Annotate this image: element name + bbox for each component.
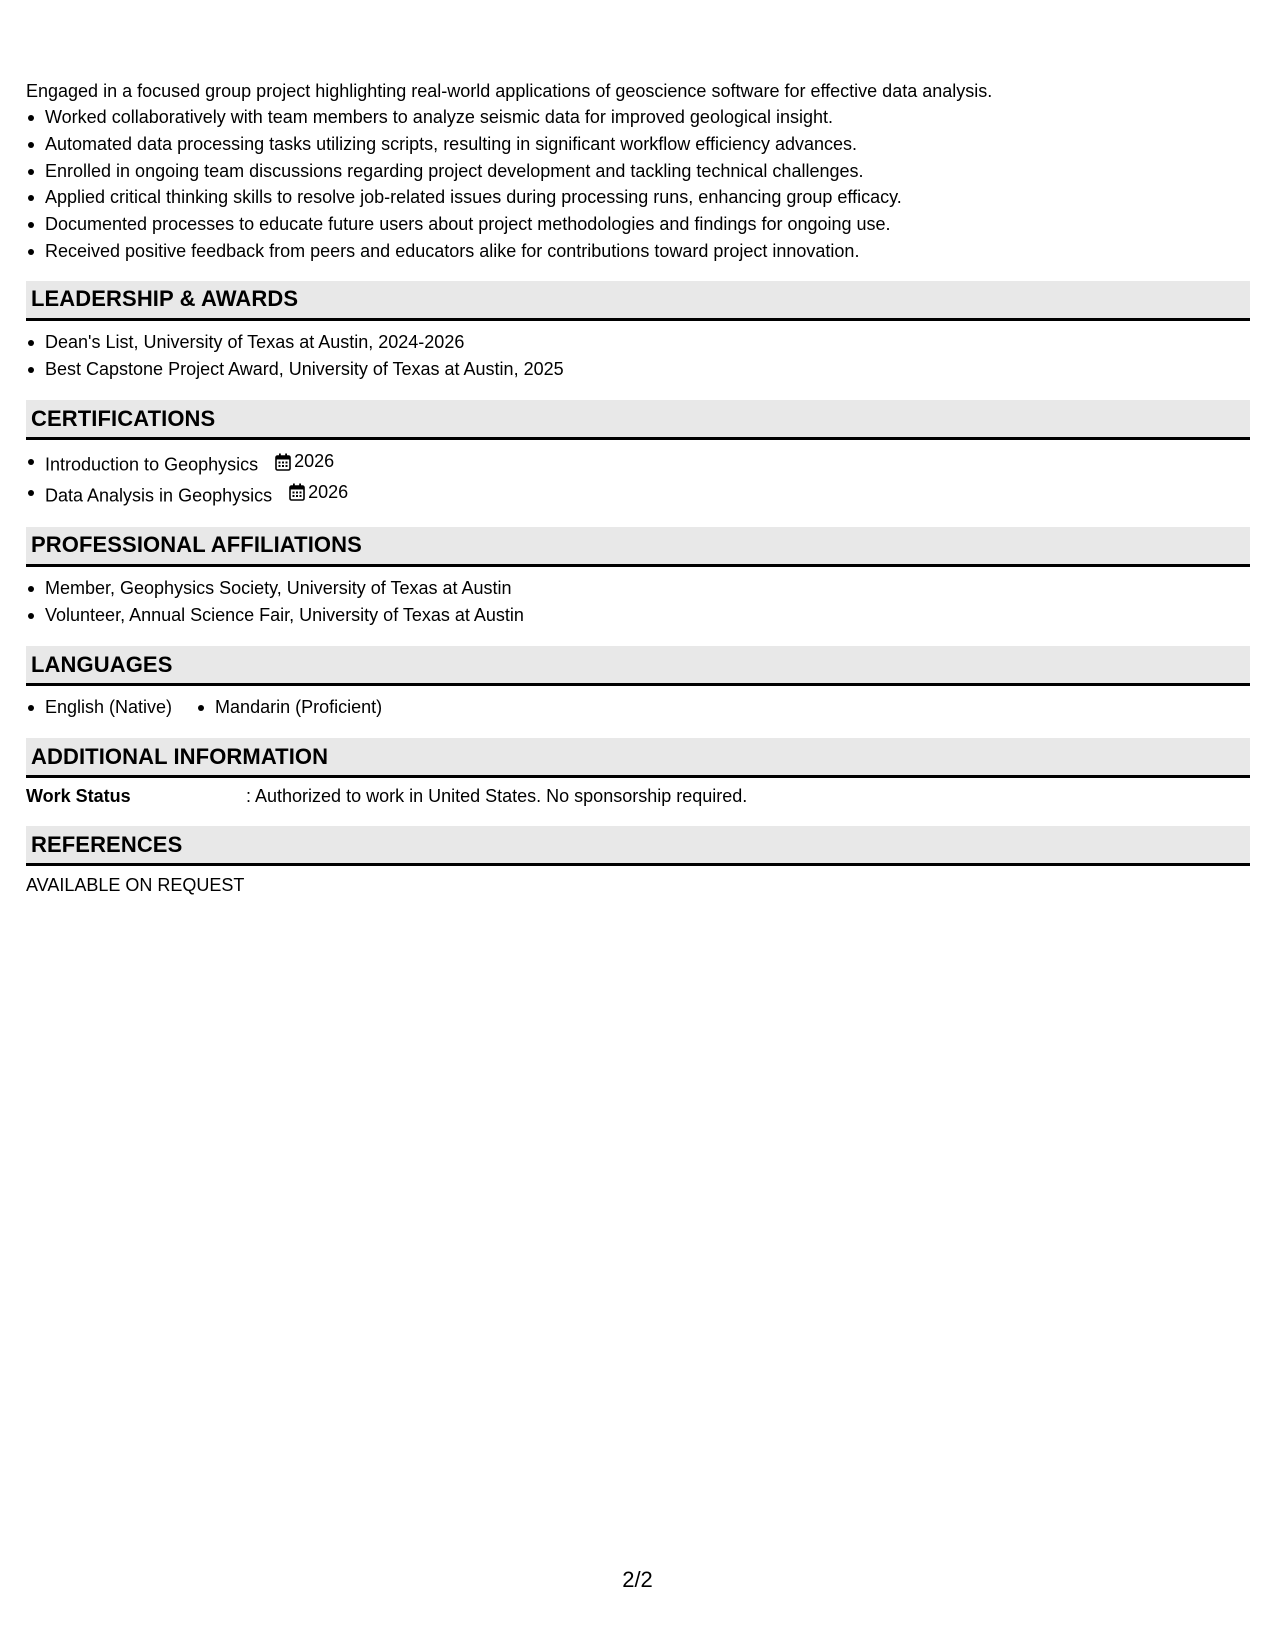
work-status-label: Work Status [26,786,131,807]
section-title: LEADERSHIP & AWARDS [31,286,299,312]
list-item: Applied critical thinking skills to resolve job-related issues during processing runs, enhancing group efficacy. [26,184,1250,211]
certifications-list [26,448,1250,508]
project-bullet-list [26,104,1250,265]
certification-date [289,479,348,506]
list-item: Member, Geophysics Society, University of Texas at Austin [26,575,1250,602]
list-item: English (Native) [26,694,172,720]
section-header-references [26,826,1250,866]
references-text: AVAILABLE ON REQUEST [26,875,245,896]
list-item: Dean's List, University of Texas at Austin, 2024-2026 [26,329,1250,356]
section-header-certifications [26,400,1250,440]
section-title: LANGUAGES [31,651,173,677]
section-header-languages [26,646,1250,686]
section-title: PROFESSIONAL AFFILIATIONS [31,532,362,558]
list-item: Enrolled in ongoing team discussions regarding project development and tackling technical challenges. [26,158,1250,185]
certification-name: Data Analysis in Geophysics [45,484,273,505]
work-status-row [26,784,1250,808]
leadership-list [26,329,1250,383]
list-item [26,479,1250,509]
page-number: 2/2 [622,1567,653,1592]
list-item [26,448,1250,478]
list-item: Best Capstone Project Award, University of Texas at Austin, 2025 [26,356,1250,383]
calendar-icon [289,483,305,501]
section-header-leadership [26,281,1250,321]
section-header-additional-information [26,738,1250,778]
work-status-value: : Authorized to work in United States. No sponsorship required. [246,786,748,807]
list-item: Documented processes to educate future users about project methodologies and findings for ongoing use. [26,211,1250,238]
certification-name: Introduction to Geophysics [45,454,259,475]
list-item: Worked collaboratively with team members to analyze seismic data for improved geological insight. [26,104,1250,131]
section-title: CERTIFICATIONS [31,405,216,431]
calendar-icon [275,453,291,471]
list-item: Received positive feedback from peers and educators alike for contributions toward project innovation. [26,238,1250,265]
section-header-affiliations [26,527,1250,567]
list-item: Automated data processing tasks utilizing scripts, resulting in significant workflow efficiency advances. [26,131,1250,158]
project-intro: Engaged in a focused group project highlighting real-world applications of geoscience software for effective data analysis. [26,81,993,101]
list-item: Volunteer, Annual Science Fair, University of Texas at Austin [26,602,1250,629]
affiliations-list [26,575,1250,629]
certification-year: 2026 [308,481,349,502]
languages-list [26,694,1250,720]
certification-year: 2026 [294,451,335,472]
list-item: Mandarin (Proficient) [196,694,382,720]
section-title: ADDITIONAL INFORMATION [31,743,329,769]
resume-page [26,78,1250,898]
certification-date [275,448,334,475]
section-title: REFERENCES [31,831,183,857]
